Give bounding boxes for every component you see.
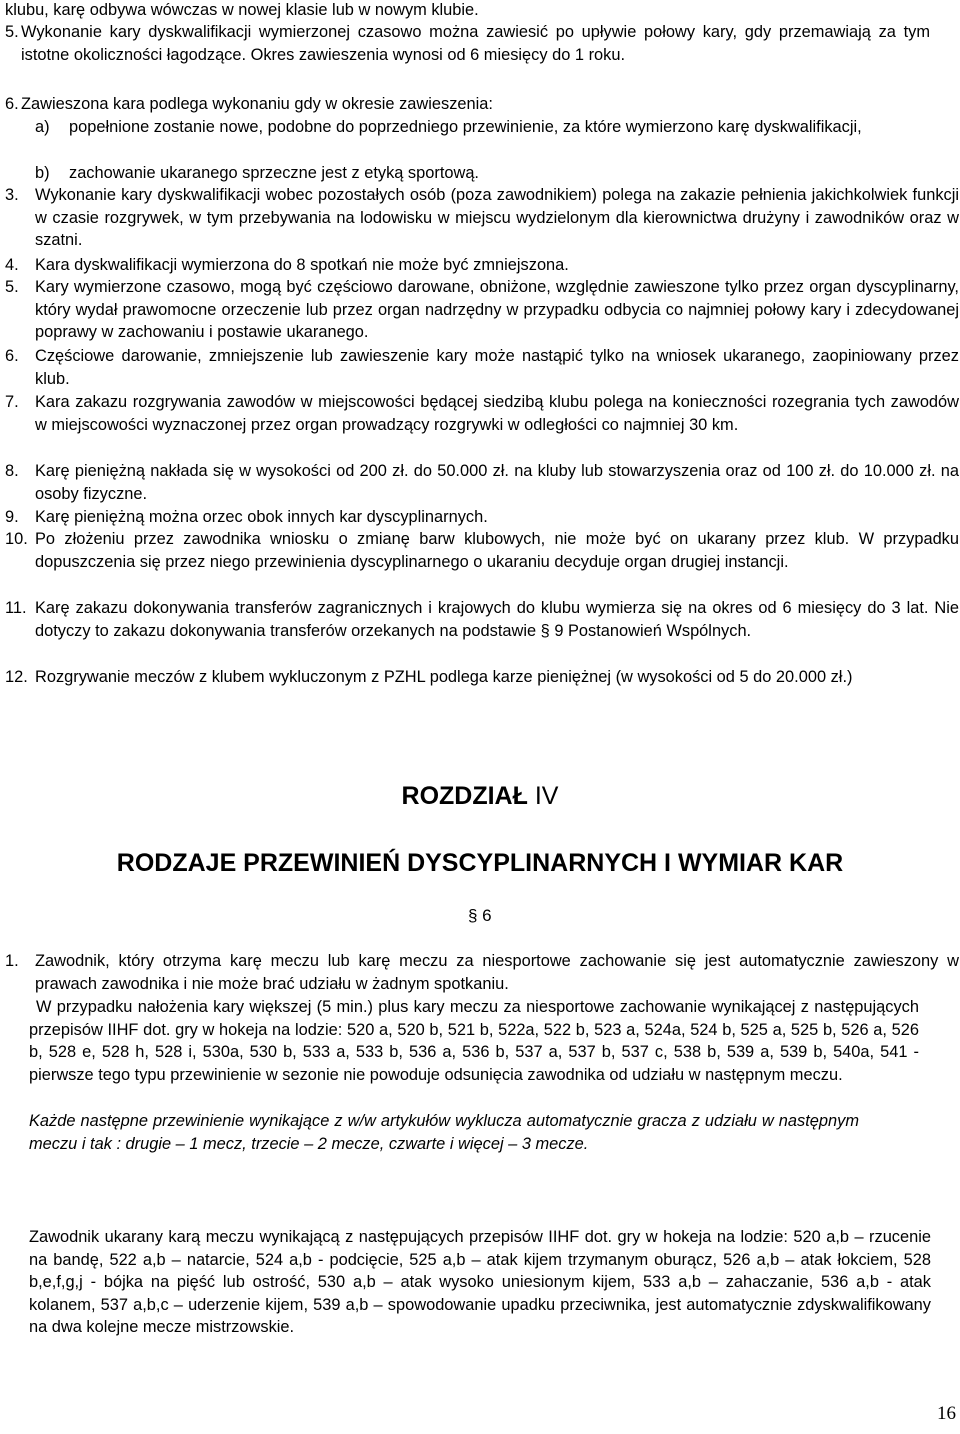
sub-item-6 <box>5 93 930 116</box>
numbered-item-9 <box>5 506 960 529</box>
item-number: 6. <box>5 347 19 365</box>
item-number: 7. <box>5 393 19 411</box>
numbered-item-3 <box>5 184 960 252</box>
point-text: popełnione zostanie nowe, podobne do poprzedniego przewinienie, za które wymierzono karę dyskwalifikacji, <box>69 118 862 136</box>
section-paragraph-penalty-rules: W przypadku nałożenia kary większej (5 min.) plus kary meczu za niesportowe zachowanie wynikającej z następujących przepisów IIHF dot. gry w hokeja na lodzie: 520 a, 520 b, 521 b, 522a, 522 b, 523 a, 524a, 524 b, 525 a, 525 b, 526 a, 526 b, 528 e, 528 h, 528 i, 530a, 530 b, 533 a, 533 b, 536 a, 536 b, 537 a, 537 b, 537 c, 538 b, 539 a, 539 b, 540a, 541 - pierwsze tego typu przewinienie w sezonie nie powoduje odsunięcia zawodnika od udziału w następnym meczu. <box>29 998 919 1084</box>
item-text: Karę pieniężną nakłada się w wysokości od 200 zł. do 50.000 zł. na kluby lub stowarzyszenia oraz od 100 zł. do 10.000 zł. na osoby fizyczne. <box>35 462 959 503</box>
chapter-heading <box>0 779 960 813</box>
numbered-item-8 <box>5 460 960 505</box>
item-number: 5. <box>5 23 19 41</box>
numbered-item-7 <box>5 391 960 459</box>
item-number: 3. <box>5 186 19 204</box>
sub-point-b <box>35 162 930 185</box>
item-text: Zawodnik, który otrzyma karę meczu lub karę meczu za niesportowe zachowanie się jest automatycznie zawieszony w prawach zawodnika i nie może brać udziału w żadnym spotkaniu. <box>35 952 959 993</box>
numbered-item-11 <box>5 597 960 665</box>
section-paragraph-match-penalty-list: Zawodnik ukarany karą meczu wynikającą z następujących przepisów IIHF dot. gry w hokeja na lodzie: 520 a,b – rzucenie na bandę, 522 a,b – natarcie, 524 a,b - podcięcie, 525 a,b – atak kijem trzymanym oburącz, 526 a,b – atak łokciem, 528 b,e,f,g,j - bójka na pięść lub ostrość, 530 a,b – atak wysoko uniesionym kijem, 533 a,b – zahaczanie, 536 a,b - atak kolanem, 537 a,b,c – uderzenie kijem, 539 a,b – spowodowanie upadku przeciwnika, jest automatycznie zdyskwalifikowany na dwa kolejne mecze mistrzowskie. <box>29 1228 931 1337</box>
chapter-title: RODZAJE PRZEWINIEŃ DYSCYPLINARNYCH I WYMIAR KAR <box>116 849 844 877</box>
item-number: 6. <box>5 95 19 113</box>
item-number: 12. <box>5 668 28 686</box>
item-text: Karę zakazu dokonywania transferów zagranicznych i krajowych do klubu wymierza się na okres od 6 miesięcy do 3 lat. Nie dotyczy to zakazu dokonywania transferów orzekanych na podstawie § 9 Postanowień Wspólnych. <box>35 599 959 640</box>
item-text: Karę pieniężną można orzec obok innych kar dyscyplinarnych. <box>35 508 488 526</box>
item-number: 11. <box>5 599 27 617</box>
item-text: Zawieszona kara podlega wykonaniu gdy w okresie zawieszenia: <box>21 95 493 113</box>
item-text: Kary wymierzone czasowo, mogą być częściowo darowane, obniżone, względnie zawieszone tylko przez organ dyscyplinarny, który wydał prawomocne orzeczenie lub przez organ nadrzędny w przypadku odbycia co najmniej połowy kary i zdecydowanej poprawy w zachowaniu i postawie ukaranego. <box>35 278 959 342</box>
page-number: 16 <box>937 1403 956 1424</box>
item-number: 10. <box>5 530 28 548</box>
numbered-item-10 <box>5 528 960 596</box>
section-item-1 <box>5 950 960 995</box>
item-text: Rozgrywanie meczów z klubem wykluczonym z PZHL podlega karze pieniężnej (w wysokości od 5 do 20.000 zł.) <box>35 668 853 686</box>
numbered-item-6 <box>5 345 960 390</box>
point-label: a) <box>35 118 50 136</box>
item-text: Częściowe darowanie, zmniejszenie lub zawieszenie kary może nastąpić tylko na wniosek ukaranego, zaopiniowany przez klub. <box>35 347 959 388</box>
paragraph-mark: § 6 <box>468 906 492 925</box>
point-text: zachowanie ukaranego sprzeczne jest z etyką sportową. <box>69 164 479 182</box>
item-text: Wykonanie kary dyskwalifikacji wymierzonej czasowo można zawiesić po upływie połowy kary, gdy przemawiają za tym istotne okoliczności łagodzące. Okres zawieszenia wynosi od 6 miesięcy do 1 roku. <box>21 23 930 64</box>
item-number: 5. <box>5 278 19 296</box>
numbered-item-12 <box>5 666 960 711</box>
item-text: Kara zakazu rozgrywania zawodów w miejscowości będącej siedzibą klubu polega na konieczności rozegrania tych zawodów w miejscowości wyznaczonej przez organ prowadzący rozgrywki w odległości co najmniej 30 km. <box>35 393 959 434</box>
item-text: Kara dyskwalifikacji wymierzona do 8 spotkań nie może być zmniejszona. <box>35 256 569 274</box>
item-text: Po złożeniu przez zawodnika wniosku o zmianę barw klubowych, nie może być on ukarany przez klub. W przypadku dopuszczenia się przez niego przewinienia dyscyplinarnego o ukaraniu decyduje organ drugiej instancji. <box>35 530 959 571</box>
item-number: 4. <box>5 256 19 274</box>
chapter-label: ROZDZIAŁ <box>401 782 528 810</box>
continuation-text: klubu, karę odbywa wówczas w nowej klasie lub w nowym klubie. <box>5 1 479 19</box>
item-number: 1. <box>5 952 19 970</box>
item-number: 8. <box>5 462 19 480</box>
section-paragraph-subsequent-offences: Każde następne przewinienie wynikające z w/w artykułów wyklucza automatycznie gracza z udziału w następnym meczu i tak : drugie – 1 mecz, trzecie – 2 mecze, czwarte i więcej – 3 mecze. <box>29 1112 859 1153</box>
point-label: b) <box>35 164 50 182</box>
sub-point-a <box>35 116 930 161</box>
item-number: 9. <box>5 508 19 526</box>
sub-item-5 <box>5 21 930 89</box>
continuation-line <box>5 0 930 22</box>
numbered-item-5 <box>5 276 960 344</box>
chapter-roman-numeral: IV <box>534 782 559 810</box>
item-text: Wykonanie kary dyskwalifikacji wobec pozostałych osób (poza zawodnikiem) polega na zakazie pełnienia jakichkolwiek funkcji w czasie rozgrywek, w tym przebywania na lodowisku w miejscu wydzielonym dla kierownictwa drużyny i zawodników oraz w szatni. <box>35 186 959 250</box>
numbered-item-4 <box>5 254 960 277</box>
